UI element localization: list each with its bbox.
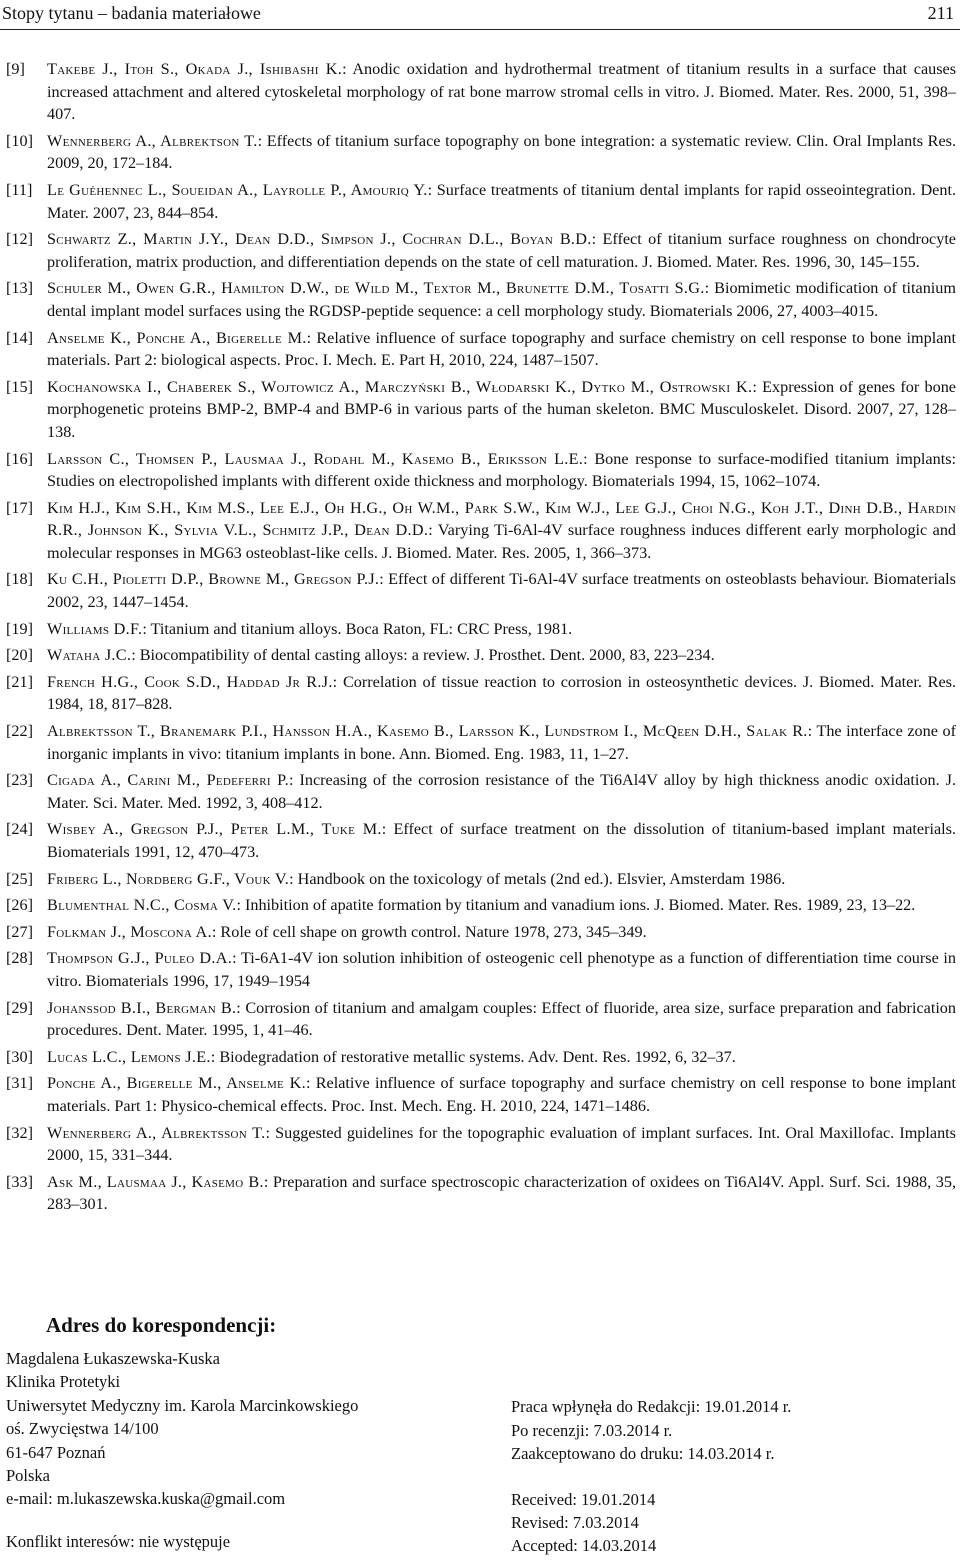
reference-authors: Johanssod B.I., Bergman B.	[47, 998, 237, 1017]
reference-text: : Titanium and titanium alloys. Boca Raton, FL: CRC Press, 1981.	[142, 619, 573, 638]
reference-body	[47, 376, 956, 444]
reference-body	[47, 644, 956, 667]
reference-body	[47, 1072, 956, 1117]
reference-text: : Effect of titanium surface roughness on chondrocyte proliferation, matrix production, and differentiation depends on the state of cell maturation. J. Biomed. Mater. Res. 1996, 30, 145–155.	[47, 230, 956, 271]
reference-item	[6, 894, 956, 917]
reference-text: : Inhibition of apatite formation by titanium and vanadium ions. J. Biomed. Mater. Res. 1989, 23, 13–22.	[236, 896, 916, 915]
reference-text: : Varying Ti-6Al-4V surface roughness induces different early morphologic and molecular responses in MG63 osteoblast-like cells. J. Biomed. Mater. Res. 2005, 1, 366–373.	[47, 521, 957, 562]
correspondence-address	[6, 1347, 358, 1511]
reference-authors: Blumenthal N.C., Cosma V.	[47, 896, 237, 915]
address-line: Uniwersytet Medyczny im. Karola Marcinkowskiego	[6, 1395, 359, 1415]
reference-item	[6, 1122, 956, 1167]
reference-body	[47, 327, 956, 372]
reference-text: : Correlation of tissue reaction to corrosion in osteosynthetic devices. J. Biomed. Mater. Res. 1984, 18, 817–828.	[47, 672, 956, 714]
reference-list	[6, 58, 956, 1220]
reference-authors: Larsson C., Thomsen P., Lausmaa J., Rodahl M., Kasemo B., Eriksson L.E.	[47, 449, 584, 468]
reference-body	[47, 1046, 956, 1069]
reference-number: [13]	[6, 279, 33, 298]
reference-number: [26]	[6, 896, 33, 915]
reference-item	[6, 568, 956, 613]
reference-item	[6, 720, 956, 765]
reference-number: [10]	[6, 131, 33, 150]
reference-text: : Effects of titanium surface topography on bone integration: a systematic review. Clin. Oral Implants Res. 2009, 20, 172–184.	[47, 131, 957, 173]
reference-text: : Suggested guidelines for the topographic evaluation of implant surfaces. Int. Oral Maxillofac. Implants 2000, 15, 331–344.	[47, 1123, 956, 1165]
reference-item	[6, 58, 956, 126]
reference-text: : Ti-6A1-4V ion solution inhibition of osteogenic cell phenotype as a function of differentiation time course in vitro. Biomaterials 1996, 17, 1949–1954	[47, 949, 956, 990]
reference-text: : Effect of different Ti-6Al-4V surface treatments on osteoblasts behaviour. Biomaterials 2002, 23, 1447–1454.	[47, 570, 956, 612]
reference-number: [15]	[6, 377, 33, 396]
reference-number: [32]	[6, 1123, 33, 1142]
reference-item	[6, 130, 956, 175]
reference-number: [20]	[6, 646, 33, 665]
date-line-pl: Praca wpłynęła do Redakcji: 19.01.2014 r.	[511, 1397, 792, 1416]
reference-item	[6, 618, 956, 641]
conflict-of-interest: Konflikt interesów: nie występuje	[6, 1532, 231, 1551]
reference-body	[47, 448, 956, 493]
reference-text: : Surface treatments of titanium dental implants for rapid osseointegration. Dent. Mater. 2007, 23, 844–854.	[47, 180, 956, 222]
reference-item	[6, 376, 956, 444]
reference-item	[6, 769, 956, 814]
date-line-pl: Po recenzji: 7.03.2014 r.	[511, 1420, 673, 1440]
reference-authors: French H.G., Cook S.D., Haddad Jr R.J.	[47, 672, 333, 691]
reference-text: : Relative influence of surface topography and surface chemistry on cell response to bone implant materials. Part 1: Physico-chemical effects. Proc. Inst. Mech. Eng. H. 2010, 224, 1471–1486.	[47, 1074, 956, 1115]
reference-number: [28]	[6, 949, 33, 968]
reference-number: [29]	[6, 998, 33, 1017]
reference-authors: Takebe J., Itoh S., Okada J., Ishibashi K.	[47, 60, 343, 78]
reference-authors: Schwartz Z., Martin J.Y., Dean D.D., Simpson J., Cochran D.L., Boyan B.D.	[47, 230, 592, 249]
running-header	[0, 0, 960, 27]
date-line-pl: Zaakceptowano do druku: 14.03.2014 r.	[511, 1444, 775, 1463]
page-number: 211	[927, 3, 954, 23]
reference-number: [16]	[6, 449, 33, 468]
reference-authors: Le Guéhennec L., Soueidan A., Layrolle P., Amouriq Y.	[47, 180, 428, 199]
reference-item	[6, 1171, 956, 1216]
reference-item	[6, 644, 956, 667]
reference-item	[6, 921, 956, 944]
reference-body	[47, 894, 956, 917]
reference-number: [11]	[6, 180, 33, 199]
reference-text: : Biodegradation of restorative metallic systems. Adv. Dent. Res. 1992, 6, 32–37.	[210, 1047, 736, 1066]
date-line-en: Accepted: 14.03.2014	[511, 1536, 657, 1555]
reference-body	[47, 228, 956, 273]
address-line: Polska	[6, 1466, 51, 1486]
reference-text: : Corrosion of titanium and amalgam couples: Effect of fluoride, area size, surface preparation and fabrication procedures. Dent. Mater. 1995, 1, 41–46.	[47, 998, 956, 1040]
reference-body	[47, 277, 956, 322]
reference-authors: Cigada A., Carini M., Pedeferri P.	[47, 771, 289, 790]
reference-number: [14]	[6, 328, 33, 347]
reference-number: [23]	[6, 771, 33, 790]
address-line: Klinika Protetyki	[6, 1372, 121, 1392]
reference-text: : Anodic oxidation and hydrothermal treatment of titanium results in a surface that causes increased attachment and altered cytoskeletal morphology of rat bone marrow stromal cells in vitro. J. Biomed. Mater. Res. 2000, 51, 398–407.	[47, 60, 957, 124]
reference-text: : Role of cell shape on growth control. Nature 1978, 273, 345–349.	[211, 922, 647, 941]
reference-item	[6, 497, 956, 565]
reference-item	[6, 1072, 956, 1117]
reference-number: [24]	[6, 820, 33, 839]
reference-authors: Ponche A., Bigerelle M., Anselme K.	[47, 1074, 306, 1093]
running-title: Stopy tytanu – badania materiałowe	[2, 3, 261, 23]
reference-body	[47, 130, 956, 175]
correspondence-title: Adres do korespondencji:	[46, 1313, 277, 1337]
reference-text: : Biomimetic modification of titanium dental implant model surfaces using the RGDSP-peptide sequence: a cell morphology study. Biomaterials 2006, 27, 4003–4015.	[47, 279, 956, 320]
reference-authors: Wataha J.C.	[47, 646, 132, 665]
reference-number: [19]	[6, 619, 33, 638]
address-line: e-mail: m.lukaszewska.kuska@gmail.com	[6, 1489, 286, 1509]
reference-authors: Anselme K., Ponche A., Bigerelle M.	[47, 328, 307, 347]
reference-item	[6, 671, 956, 716]
reference-number: [21]	[6, 672, 33, 691]
reference-item	[6, 1046, 956, 1069]
reference-text: : Preparation and surface spectroscopic characterization of oxidees on Ti6Al4V. Appl. Surf. Sci. 1988, 35, 283–301.	[47, 1172, 957, 1214]
reference-authors: Lucas L.C., Lemons J.E.	[47, 1047, 211, 1066]
reference-text: : Effect of surface treatment on the dissolution of titanium-based implant materials. Biomaterials 1991, 12, 470–473.	[47, 820, 956, 861]
reference-item	[6, 179, 956, 224]
reference-authors: Kim H.J., Kim S.H., Kim M.S., Lee E.J., Oh H.G., Oh W.M., Park S.W., Kim W.J., Lee G.J., Choi N.G., Koh J.T., Dinh D.B., Hardin R.R., Johnson K., Sylvia V.L., Schmitz J.P., Dean D.D.	[47, 498, 956, 540]
reference-item	[6, 327, 956, 372]
reference-number: [18]	[6, 570, 33, 589]
reference-item	[6, 228, 956, 273]
reference-authors: Folkman J., Moscona A.	[47, 922, 212, 941]
reference-authors: Thompson G.J., Puleo D.A.	[47, 949, 233, 968]
reference-authors: Schuler M., Owen G.R., Hamilton D.W., de Wild M., Textor M., Brunette D.M., Tosatti S.G.	[47, 279, 705, 298]
reference-number: [17]	[6, 498, 33, 517]
reference-number: [22]	[6, 722, 33, 741]
reference-text: : Handbook on the toxicology of metals (2nd ed.). Elsvier, Amsterdam 1986.	[289, 869, 786, 888]
reference-authors: Friberg L., Nordberg G.F., Vouk V.	[47, 869, 290, 888]
reference-text: : Increasing of the corrosion resistance of the Ti6Al4V alloy by high thickness anodic oxidation. J. Mater. Sci. Mater. Med. 1992, 3, 408–412.	[47, 771, 956, 812]
reference-item	[6, 448, 956, 493]
reference-text: : Expression of genes for bone morphogenetic proteins BMP-2, BMP-4 and BMP-6 in various parts of the human skeleton. BMC Musculoskelet. Disord. 2007, 27, 128–138.	[47, 377, 956, 441]
reference-text: : Relative influence of surface topography and surface chemistry on cell response to bone implant materials. Part 2: biological aspects. Proc. I. Mech. E. Part H, 2010, 224, 1487–1507.	[47, 328, 957, 370]
reference-authors: Ku C.H., Pioletti D.P., Browne M., Gregson P.J.	[47, 570, 380, 589]
reference-body	[47, 671, 956, 716]
reference-body	[47, 947, 956, 992]
reference-text: : The interface zone of inorganic implants in vivo: titanium implants in bone. Ann. Biomed. Eng. 1983, 11, 1–27.	[47, 722, 956, 763]
reference-authors: Kochanowska I., Chaberek S., Wojtowicz A., Marczyński B., Włodarski K., Dytko M., Ostrowski K.	[47, 377, 753, 396]
reference-body	[47, 58, 956, 126]
reference-text: : Biocompatibility of dental casting alloys: a review. J. Prosthet. Dent. 2000, 83, 223–234.	[131, 646, 715, 665]
address-line: oś. Zwycięstwa 14/100	[6, 1419, 159, 1439]
dates-polish	[511, 1395, 791, 1466]
reference-authors: Wisbey A., Gregson P.J., Peter L.M., Tuke M.	[47, 820, 382, 839]
reference-authors: Williams D.F.	[47, 619, 143, 638]
reference-authors: Wennerberg A., Albrektson T.	[47, 131, 258, 150]
reference-number: [27]	[6, 922, 33, 941]
address-line: Magdalena Łukaszewska-Kuska	[6, 1349, 220, 1368]
reference-body	[47, 179, 956, 224]
reference-body	[47, 921, 956, 944]
reference-body	[47, 997, 956, 1042]
header-rule	[0, 29, 960, 30]
reference-item	[6, 997, 956, 1042]
dates-english	[511, 1488, 656, 1557]
reference-body	[47, 1122, 956, 1167]
reference-authors: Ask M., Lausmaa J., Kasemo B.	[47, 1172, 264, 1191]
date-line-en: Revised: 7.03.2014	[511, 1513, 639, 1532]
reference-body	[47, 769, 956, 814]
reference-authors: Wennerberg A., Albrektsson T.	[47, 1123, 266, 1142]
reference-number: [31]	[6, 1074, 33, 1093]
reference-body	[47, 1171, 956, 1216]
reference-number: [25]	[6, 869, 33, 888]
reference-number: [12]	[6, 230, 33, 249]
reference-item	[6, 277, 956, 322]
reference-item	[6, 818, 956, 863]
reference-number: [30]	[6, 1047, 33, 1066]
reference-number: [9]	[6, 60, 25, 78]
reference-body	[47, 868, 956, 891]
reference-authors: Albrektsson T., Branemark P.I., Hansson H.A., Kasemo B., Larsson K., Lundstrom I., McQeen D.H., Salak R.	[47, 722, 808, 741]
reference-body	[47, 818, 956, 863]
address-line: 61-647 Poznań	[6, 1442, 106, 1462]
reference-text: : Bone response to surface-modified titanium implants: Studies on electropolished implants with different oxide thickness and morphology. Biomaterials 1994, 15, 1062–1074.	[47, 449, 956, 491]
reference-item	[6, 868, 956, 891]
reference-body	[47, 497, 956, 565]
reference-body	[47, 568, 956, 613]
reference-body	[47, 720, 956, 765]
date-line-en: Received: 19.01.2014	[511, 1490, 656, 1509]
reference-body	[47, 618, 956, 641]
reference-item	[6, 947, 956, 992]
reference-number: [33]	[6, 1172, 33, 1191]
